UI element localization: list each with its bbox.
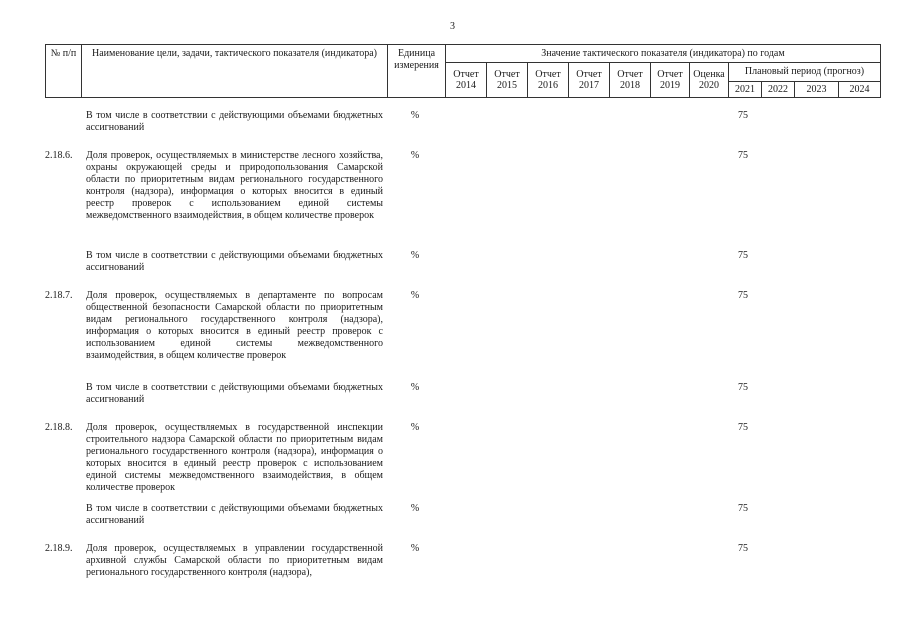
row-value-2021: 75	[738, 543, 748, 554]
year-label: Отчет	[535, 68, 561, 80]
header-plan-2021: 2021	[729, 81, 762, 97]
header-year-2014	[446, 63, 487, 98]
year-label: Отчет	[617, 68, 643, 80]
row-description: Доля проверок, осуществляемых в управлении государственной архивной службы Самарской области по приоритетным видам регионального государственного контроля (надзора),	[86, 543, 383, 578]
row-value-2021: 75	[738, 250, 748, 261]
header-unit-cell: Единица измерения	[388, 45, 446, 98]
header-year-2020	[690, 63, 729, 98]
row-description: Доля проверок, осуществляемых в государственной инспекции строительного надзора Самарской области по приоритетным видам регионального государственного контроля (надзора), информация о которых вносится в единый реестр проверок с использованием единой системы межведомственного взаимодействия, в общем количестве проверок	[86, 422, 383, 493]
year-label: Оценка	[693, 68, 725, 80]
row-value-2021: 75	[738, 382, 748, 393]
header-year-2019	[651, 63, 690, 98]
year-value: 2017	[579, 80, 599, 91]
page-number: 3	[450, 21, 455, 32]
row-unit: %	[410, 503, 420, 514]
header-values-title: Значение тактического показателя (индикатора) по годам	[446, 45, 881, 63]
year-value: 2016	[538, 80, 558, 91]
row-number: 2.18.6.	[45, 150, 73, 161]
row-value-2021: 75	[738, 503, 748, 514]
year-label: Отчет	[657, 68, 683, 80]
row-value-2021: 75	[738, 150, 748, 161]
row-number: 2.18.8.	[45, 422, 73, 433]
year-value: 2019	[660, 80, 680, 91]
row-number: 2.18.7.	[45, 290, 73, 301]
row-unit: %	[410, 290, 420, 301]
row-unit: %	[410, 110, 420, 121]
header-year-2016	[528, 63, 569, 98]
row-value-2021: 75	[738, 290, 748, 301]
row-unit: %	[410, 150, 420, 161]
year-value: 2015	[497, 80, 517, 91]
header-name-cell: Наименование цели, задачи, тактического показателя (индикатора)	[82, 45, 388, 98]
header-plan-2023: 2023	[795, 81, 839, 97]
row-unit: %	[410, 382, 420, 393]
row-description: Доля проверок, осуществляемых в департаменте по вопросам общественной безопасности Самарской области по приоритетным видам регионального государственного контроля (надзора), информация о которых вносится в единый реестр проверок с использованием единой системы межведомственного взаимодействия, в общем количестве проверок	[86, 290, 383, 361]
year-value: 2018	[620, 80, 640, 91]
row-number: 2.18.9.	[45, 543, 73, 554]
row-unit: %	[410, 543, 420, 554]
year-value: 2014	[456, 80, 476, 91]
row-value-2021: 75	[738, 110, 748, 121]
row-description: В том числе в соответствии с действующими объемами бюджетных ассигнований	[86, 382, 383, 405]
row-unit: %	[410, 422, 420, 433]
row-description: В том числе в соответствии с действующими объемами бюджетных ассигнований	[86, 503, 383, 526]
header-num-cell: № п/п	[46, 45, 82, 98]
header-year-2018	[610, 63, 651, 98]
year-label: Отчет	[453, 68, 479, 80]
header-plan-2022: 2022	[762, 81, 795, 97]
header-plan-2024: 2024	[839, 81, 881, 97]
year-label: Отчет	[576, 68, 602, 80]
header-plan-period: Плановый период (прогноз)	[729, 63, 881, 82]
header-year-2015	[487, 63, 528, 98]
header-year-2017	[569, 63, 610, 98]
row-value-2021: 75	[738, 422, 748, 433]
year-label: Отчет	[494, 68, 520, 80]
indicator-table-header	[45, 44, 881, 98]
row-description: Доля проверок, осуществляемых в министерстве лесного хозяйства, охраны окружающей среды и природопользования Самарской области по приоритетным видам регионального государственного контроля (надзора), информация о которых вносится в единый реестр проверок с использованием единой системы межведомственного взаимодействия, в общем количестве проверок	[86, 150, 383, 221]
row-description: В том числе в соответствии с действующими объемами бюджетных ассигнований	[86, 250, 383, 273]
row-unit: %	[410, 250, 420, 261]
row-description: В том числе в соответствии с действующими объемами бюджетных ассигнований	[86, 110, 383, 133]
year-value: 2020	[699, 80, 719, 91]
